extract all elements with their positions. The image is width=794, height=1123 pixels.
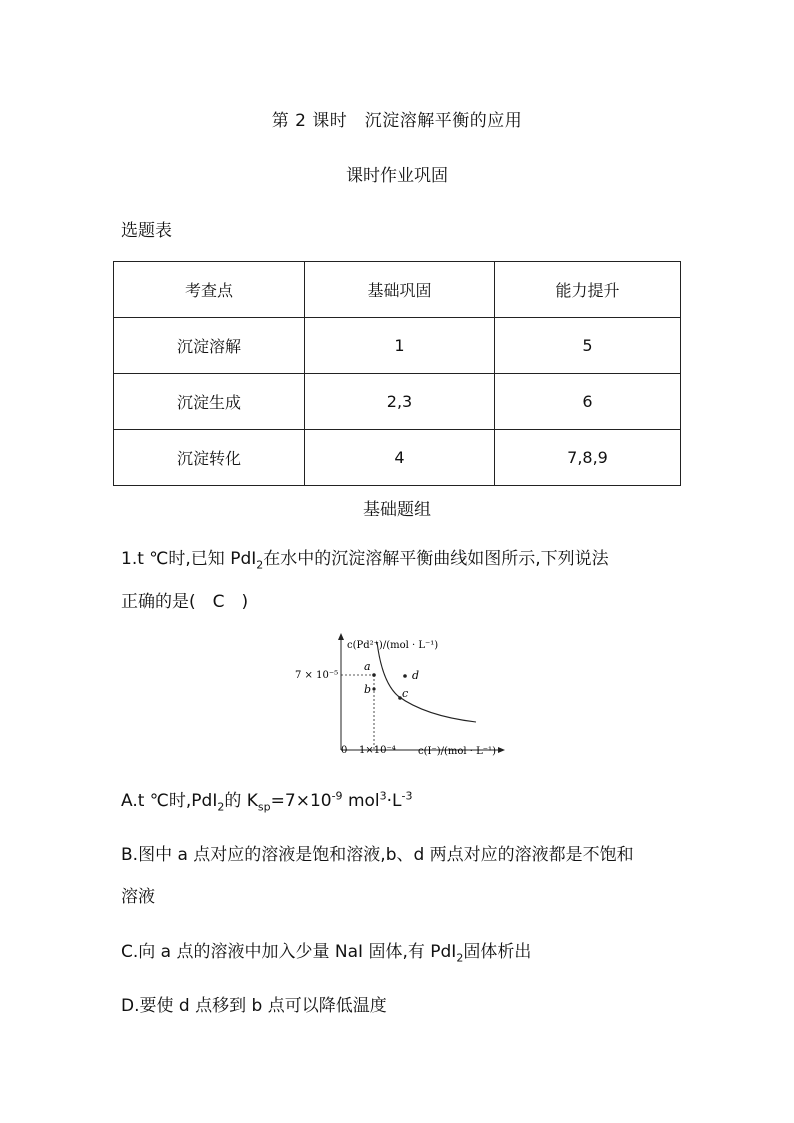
option-a: A.t ℃时,PdI$_2$的 $K_{sp}=7\times 10^{-9}$ $mol^3\cdot L^{-3}$ (121, 789, 413, 814)
table-row (114, 430, 681, 486)
point-label-a: a (364, 660, 371, 673)
page-subtitle: 课时作业巩固 (346, 166, 448, 186)
table-cell: 沉淀溶解 (114, 318, 305, 374)
point-label-c: c (402, 687, 409, 700)
point-b (372, 687, 375, 690)
table-row (114, 374, 681, 430)
y-axis-arrow (338, 633, 344, 640)
table-header-cell: 基础巩固 (305, 262, 495, 318)
y-tick-label: 7 × 10⁻⁵ (295, 670, 339, 681)
solubility-curve (377, 642, 476, 722)
point-a (372, 673, 376, 677)
point-d (403, 674, 407, 678)
point-label-d: d (412, 669, 420, 682)
table-header-cell: 能力提升 (495, 262, 681, 318)
solubility-curve-figure (290, 632, 510, 762)
y-axis-label: c(Pd²⁺)/(mol · L⁻¹) (347, 640, 439, 651)
x-axis-label: c(I⁻)/(mol · L⁻¹) (418, 746, 496, 757)
option-b-line1: B.图中 a 点对应的溶液是饱和溶液,b、d 两点对应的溶液都是不饱和 (121, 845, 634, 865)
question-stem-line1: 1.t ℃时,已知 PdI$_2$在水中的沉淀溶解平衡曲线如图所示,下列说法 (121, 549, 609, 572)
option-d: D.要使 d 点移到 b 点可以降低温度 (121, 996, 387, 1016)
table-cell: 6 (495, 374, 681, 430)
table-cell: 4 (305, 430, 495, 486)
table-cell: 沉淀生成 (114, 374, 305, 430)
point-label-b: b (364, 683, 372, 696)
option-b-line2: 溶液 (121, 887, 155, 907)
x-tick-label: 1×10⁻⁴ (359, 745, 396, 756)
table-cell: 1 (305, 318, 495, 374)
origin-label: 0 (341, 745, 348, 756)
option-c: C.向 a 点的溶液中加入少量 NaI 固体,有 PdI$_2$固体析出 (121, 942, 532, 965)
page-title: 第 2 课时 沉淀溶解平衡的应用 (271, 111, 523, 131)
table-cell: 7,8,9 (495, 430, 681, 486)
table-cell: 沉淀转化 (114, 430, 305, 486)
table-caption: 选题表 (121, 221, 172, 241)
topic-table (113, 261, 681, 486)
table-header-cell: 考查点 (114, 262, 305, 318)
table-cell: 5 (495, 318, 681, 374)
table-header-row (114, 262, 681, 318)
table-row (114, 318, 681, 374)
x-axis-arrow (498, 747, 505, 753)
section-heading: 基础题组 (363, 500, 431, 520)
table-cell: 2,3 (305, 374, 495, 430)
question-stem-line2: 正确的是( C ) (121, 592, 249, 612)
